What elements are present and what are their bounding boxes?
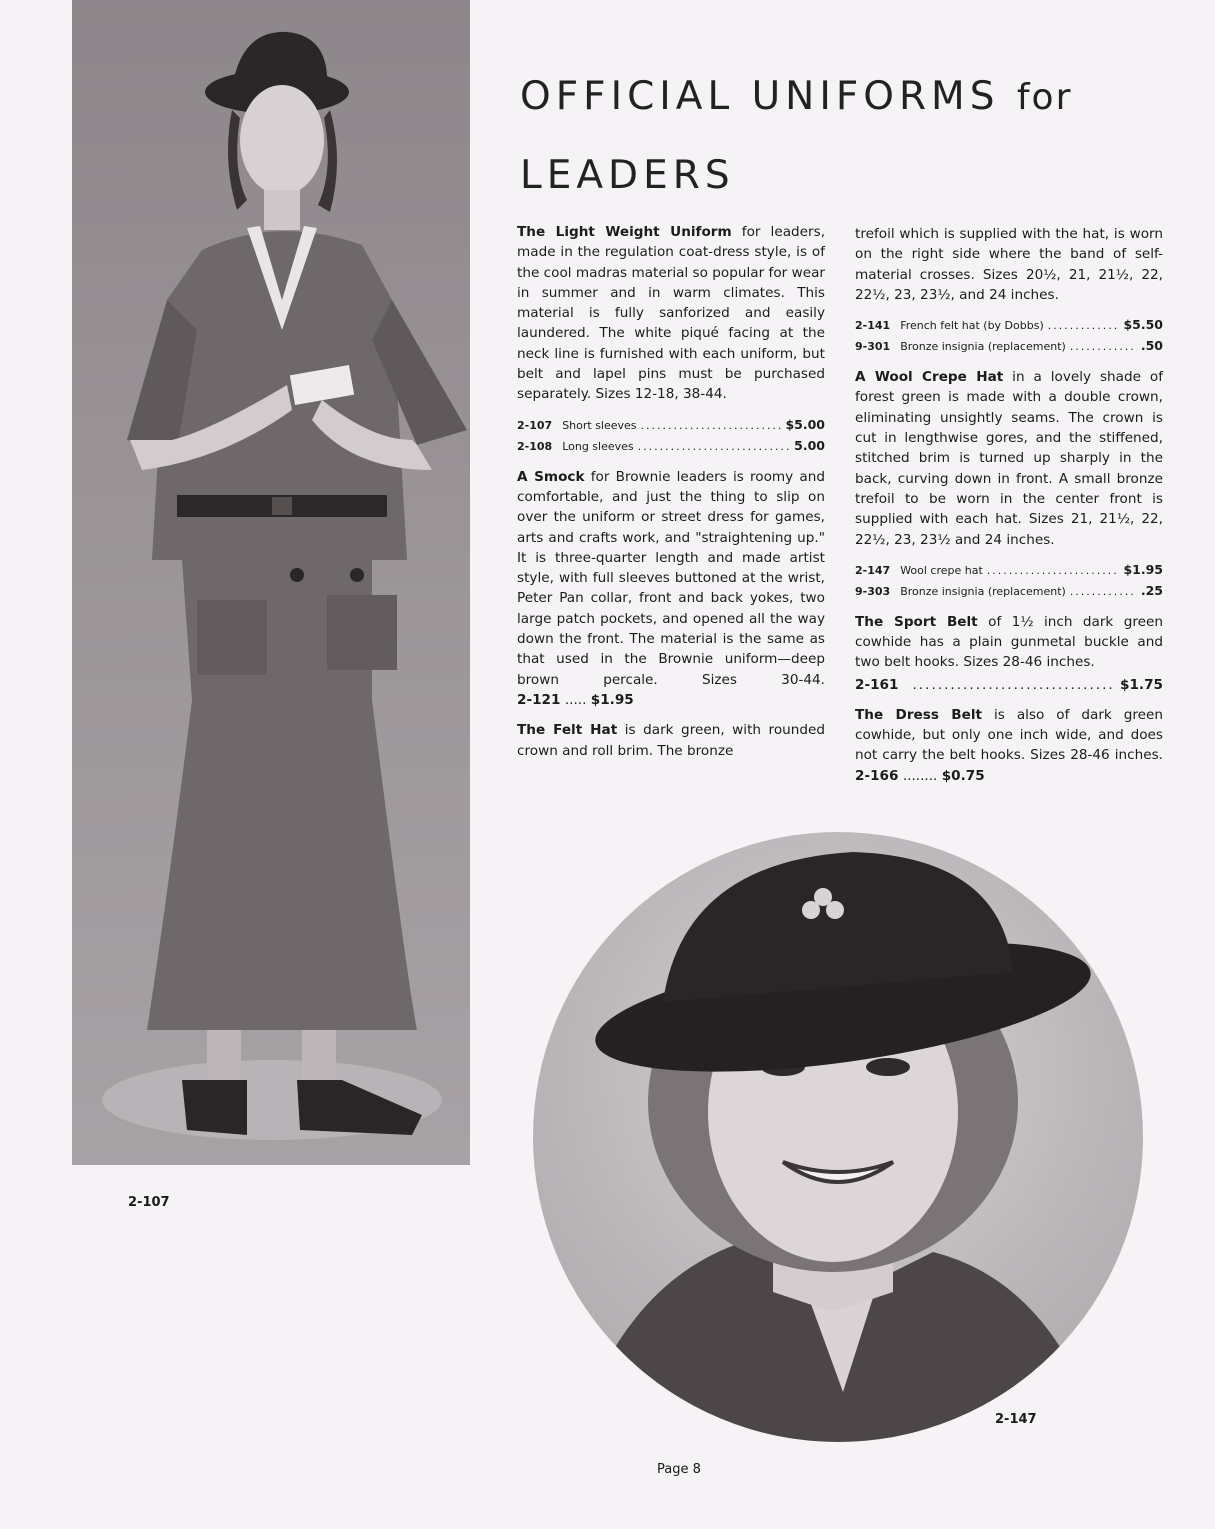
section-title: The Felt Hat — [517, 722, 618, 739]
section-wool-crepe-hat — [855, 367, 1163, 550]
figure-caption-left: 2-107 — [128, 1195, 170, 1210]
price-item — [855, 336, 1163, 357]
item-code: 2-166 — [855, 767, 899, 784]
section-title: A Smock — [517, 468, 585, 485]
price-list-wool-crepe — [855, 560, 1163, 602]
item-price: $5.00 — [785, 416, 825, 432]
item-price: $5.50 — [1123, 317, 1163, 333]
page-title — [520, 58, 1160, 215]
price-list-light-weight — [517, 415, 825, 457]
price-item — [855, 315, 1163, 336]
item-description: Wool crepe hat — [900, 563, 983, 577]
item-price: $1.95 — [590, 691, 634, 708]
section-text: is dark green, with rounded crown and roll brim. The bronze — [517, 722, 825, 759]
text-column-right — [855, 224, 1163, 796]
price-item — [517, 436, 825, 457]
section-text: for Brownie leaders is roomy and comfortable, and just the thing to slip on over the uniform or street dress for games, arts and crafts work, and "straightening up." It is three-quarter length and made artist style, with full sleeves buttoned at the wrist, Peter Pan collar, front and back yokes, two large patch pockets, and opened all the way down the front. The material is the same as that used in the Brownie uniform—deep brown percale. Sizes 30-44. — [517, 468, 825, 688]
item-code: 2-141 — [855, 319, 891, 333]
leader-dots — [1070, 337, 1137, 357]
item-price: 5.00 — [794, 437, 825, 453]
section-sport-belt — [855, 612, 1163, 673]
section-title: The Sport Belt — [855, 613, 978, 630]
item-price: .25 — [1140, 582, 1163, 598]
text-column-left — [517, 222, 825, 771]
section-smock — [517, 467, 825, 711]
item-code: 2-147 — [855, 563, 891, 577]
leader-dots — [1048, 316, 1120, 336]
item-code: 2-161 — [855, 676, 899, 693]
item-code: 9-303 — [855, 584, 891, 598]
price-item — [855, 560, 1163, 581]
section-text: is also of dark green cowhide, but only one inch wide, and does not carry the belt hooks. Sizes 28-46 inches. — [855, 706, 1164, 764]
section-text: trefoil which is supplied with the hat, is worn on the right side where the band of self-material crosses. Sizes 20½, 21, 21½, 22, 22½, 23, 23½, and 24 inches. — [855, 226, 1163, 303]
item-description: Bronze insignia (replacement) — [900, 340, 1066, 354]
leader-dots — [641, 416, 782, 436]
item-price: $1.75 — [1120, 676, 1163, 693]
leader-dots — [638, 437, 791, 457]
price-list-felt-hat — [855, 315, 1163, 357]
section-text: of 1½ inch dark green cowhide has a plain gunmetal buckle and two belt hooks. Sizes 28-46 inches. — [855, 613, 1164, 671]
section-text: in a lovely shade of forest green is made with a double crown, eliminating unsightly seams. The crown is cut in lengthwise gores, and the stiffened, stitched brim is turned up sharply in the back, curving down in front. A small bronze trefoil to be worn in the center front is supplied with each hat. Sizes 21, 21½, 22, 22½, 23, 23½ and 24 inches. — [855, 369, 1163, 548]
page-number: Page 8 — [657, 1462, 701, 1477]
hat-portrait-photo — [533, 832, 1143, 1442]
section-title: A Wool Crepe Hat — [855, 369, 1004, 386]
section-felt-hat — [517, 720, 825, 761]
item-code: 2-108 — [517, 439, 553, 453]
section-text: for leaders, made in the regulation coat-dress style, is of the cool madras material so popular for wear in summer and in warm climates. This material is fully sanforized and easily laundered. The white piqué facing at the neck line is furnished with each uniform, but belt and lapel pins must be purchased separately. Sizes 12-18, 38-44. — [517, 224, 826, 403]
title-lower: for — [1016, 77, 1073, 118]
leader-figure-illustration — [72, 0, 470, 1165]
price-list-sport-belt — [855, 675, 1163, 695]
leader-dots — [912, 675, 1116, 695]
section-felt-hat-continued — [855, 224, 1163, 305]
inline-price — [855, 768, 985, 784]
item-description: Long sleeves — [562, 439, 634, 453]
item-code: 9-301 — [855, 340, 891, 354]
figure-caption-right: 2-147 — [995, 1412, 1037, 1427]
inline-price — [517, 692, 634, 708]
item-code: 2-121 — [517, 691, 561, 708]
item-price: .50 — [1140, 338, 1163, 354]
item-description: Bronze insignia (replacement) — [900, 584, 1066, 598]
price-item — [855, 675, 1163, 695]
price-item — [855, 581, 1163, 602]
title-caps: OFFICIAL UNIFORMS — [520, 74, 1000, 119]
item-price: $1.95 — [1123, 561, 1163, 577]
section-light-weight-uniform — [517, 222, 825, 405]
leader-dots: ........ — [902, 767, 938, 784]
section-title: The Dress Belt — [855, 706, 983, 723]
item-price: $0.75 — [941, 767, 985, 784]
item-description: French felt hat (by Dobbs) — [900, 319, 1044, 333]
leader-uniform-photo — [72, 0, 470, 1165]
leader-dots: ..... — [564, 691, 587, 708]
item-description: Short sleeves — [562, 418, 637, 432]
leader-dots — [1070, 582, 1137, 602]
leader-dots — [987, 561, 1120, 581]
price-item — [517, 415, 825, 436]
item-code: 2-107 — [517, 418, 553, 432]
section-title: The Light Weight Uniform — [517, 224, 732, 240]
portrait-illustration — [533, 832, 1143, 1442]
section-dress-belt — [855, 705, 1163, 786]
title-line2: LEADERS — [520, 153, 735, 198]
